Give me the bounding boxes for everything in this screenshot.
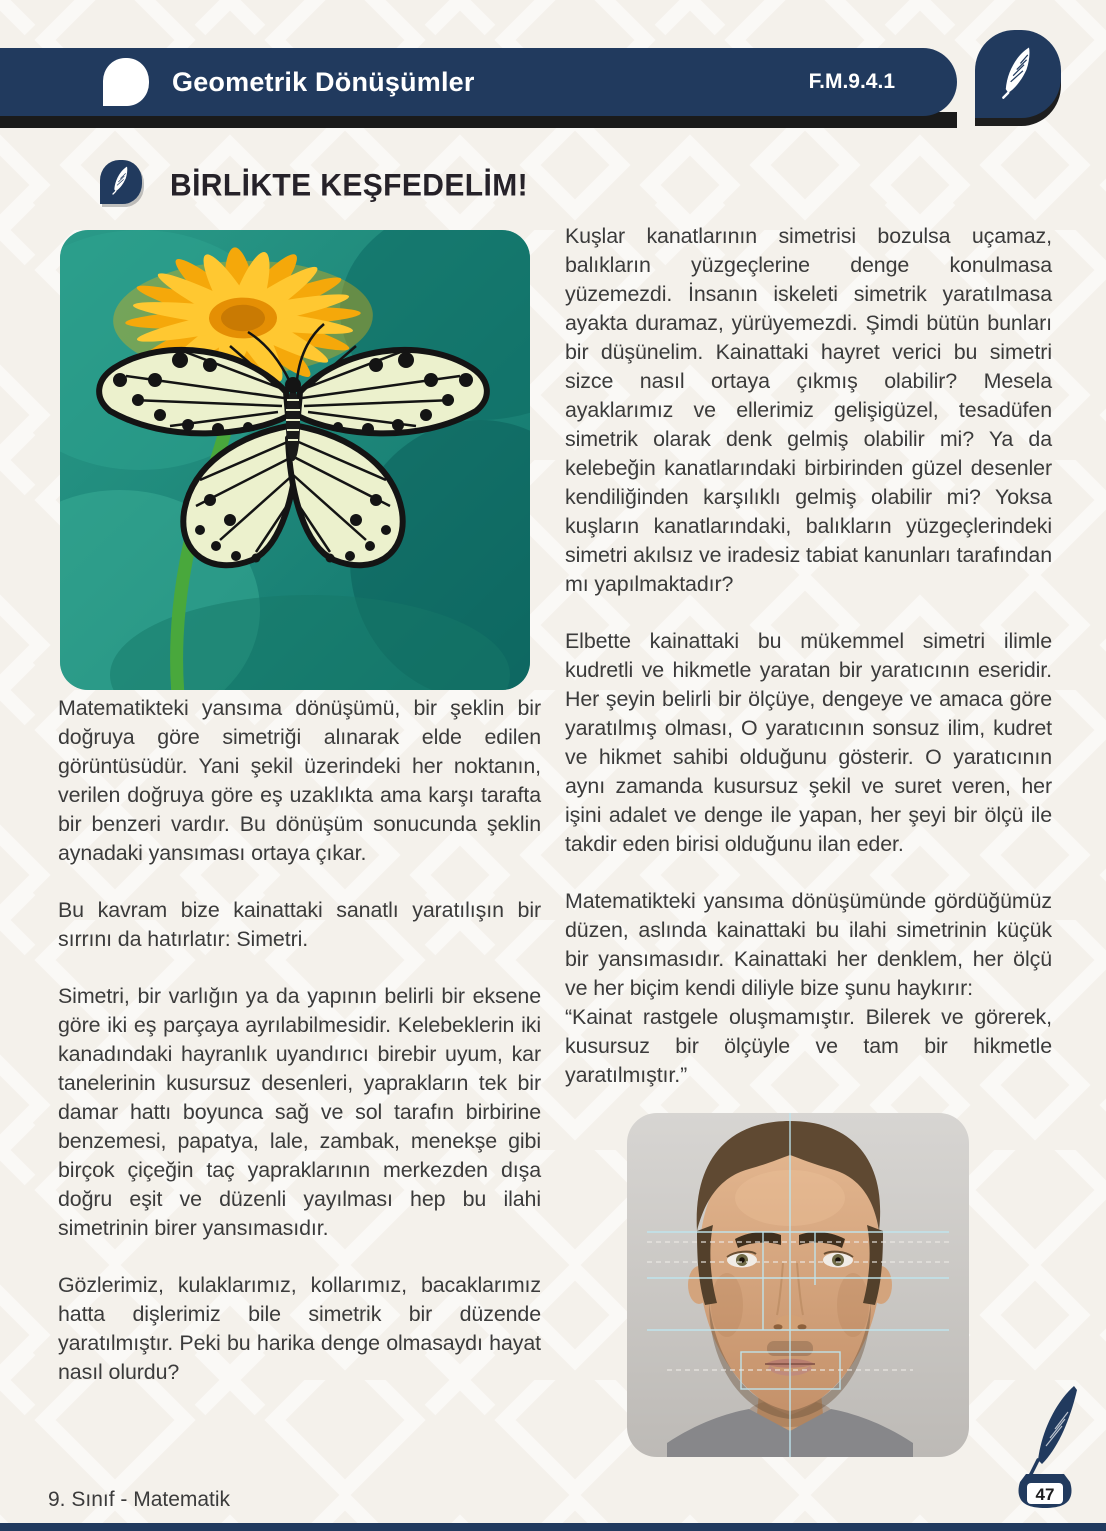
curriculum-code: F.M.9.4.1 — [808, 70, 895, 93]
paragraph: Simetri, bir varlığın ya da yapının belirli bir eksene göre iki eş parçaya ayrılabilmesidir. Kelebeklerin iki kanadındaki hayranlık uyandırıcı birebir uyum, kar tanelerinin kusursuz desenleri, yaprakların tek bir damar hattı boyunca sağ ve sol tarafın birbirine benzemesi, papatya, lale, zambak, menekşe gibi birçok çiçeğin taç yapraklarının merkezden dışa doğru eşit ve düzenli yayılması hep bu ilahi simetrinin birer yansımasıdır. — [58, 984, 541, 1240]
paragraph: Elbette kainattaki bu mükemmel simetri ilimle kudretli ve hikmetle yaratan bir yaratıcının eseridir. Her şeyin belirli bir ölçüye, dengeye ve amaca göre yaratılmış olması, O yaratıcının sonsuz ilim, kudret ve hikmet sahibi olduğunu gösterir. O yaratıcının aynı zamanda kusursuz şekil ve suret veren, her işini adalet ve denge ile yapan, her şeyi bir ölçü ile takdir eden birisi olduğunu ilan eder. — [565, 629, 1052, 856]
bottom-accent-bar — [0, 1523, 1106, 1531]
drop-shape-icon — [103, 58, 149, 106]
quote-paragraph: “Kainat rastgele oluşmamıştır. Bilerek ve görerek, kusursuz bir ölçüyle ve tam bir hikmetle yaratılmıştır.” — [565, 1005, 1052, 1087]
symmetric-face-photo — [627, 1113, 969, 1457]
footer-book-label: 9. Sınıf - Matematik — [48, 1488, 231, 1511]
left-text-column — [58, 694, 541, 1387]
paragraph: Kuşlar kanatlarının simetrisi bozulsa uçamaz, balıkların yüzgeçlerine denge konulmasa yüzemezdi. İnsanın iskeleti simetrik yaratılmasa ayakta duramaz, yürüyemezdi. Şimdi bütün bunları bir düşünelim. Kainattaki hayret verici bu simetri sizce nasıl ortaya çıkmış olabilir? Mesela ayaklarımız ve ellerimiz gelişigüzel, tesadüfen simetrik olarak denk gelmiş olabilir mi? Ya da kelebeğin kanatlarındaki birbirinden güzel desenler kendiliğinden karşılıklı gelmiş olabilir mi? Yoksa kuşların kanatlarındaki, balıkların yüzgeçlerindeki simetri akılsız ve iradesiz tabiat kanunları tarafından mı yapılmaktadır? — [565, 224, 1052, 596]
section-feather-badge — [100, 160, 142, 204]
feather-icon — [996, 44, 1040, 105]
page-number: 47 — [1035, 1485, 1055, 1504]
butterfly-photo — [60, 230, 530, 690]
feather-icon — [109, 165, 133, 200]
right-text-column — [565, 222, 1052, 1090]
section-title: BİRLİKTE KEŞFEDELİM! — [170, 168, 528, 203]
chapter-title: Geometrik Dönüşümler — [172, 67, 475, 97]
quill-inkwell-icon — [1010, 1384, 1080, 1510]
paragraph: Gözlerimiz, kulaklarımız, kollarımız, bacaklarımız hatta dişlerimiz bile simetrik bir düzende yaratılmıştır. Peki bu harika denge olmasaydı hayat nasıl olurdu? — [58, 1273, 541, 1384]
page-number-badge — [1010, 1384, 1080, 1510]
paragraph: Bu kavram bize kainattaki sanatlı yaratılışın bir sırrını da hatırlatır: Simetri. — [58, 898, 541, 951]
header-corner-tab — [975, 30, 1061, 118]
header-bar — [0, 48, 957, 116]
paragraph: Matematikteki yansıma dönüşümü, bir şeklin bir doğruya göre simetriği alınarak elde edilen görüntüsüdür. Yani şekil üzerindeki her noktanın, verilen doğruya göre eş uzaklıkta ama karşı tarafta bir benzeri vardır. Bu dönüşüm sonucunda şeklin aynadaki yansıması ortaya çıkar. — [58, 696, 541, 865]
paragraph: Matematikteki yansıma dönüşümünde gördüğümüz düzen, aslında kainattaki bu ilahi simetrinin küçük bir yansımasıdır. Kainattaki her denklem, her ölçü ve her biçim kendi diliyle bize şunu haykırır: — [565, 889, 1052, 1000]
